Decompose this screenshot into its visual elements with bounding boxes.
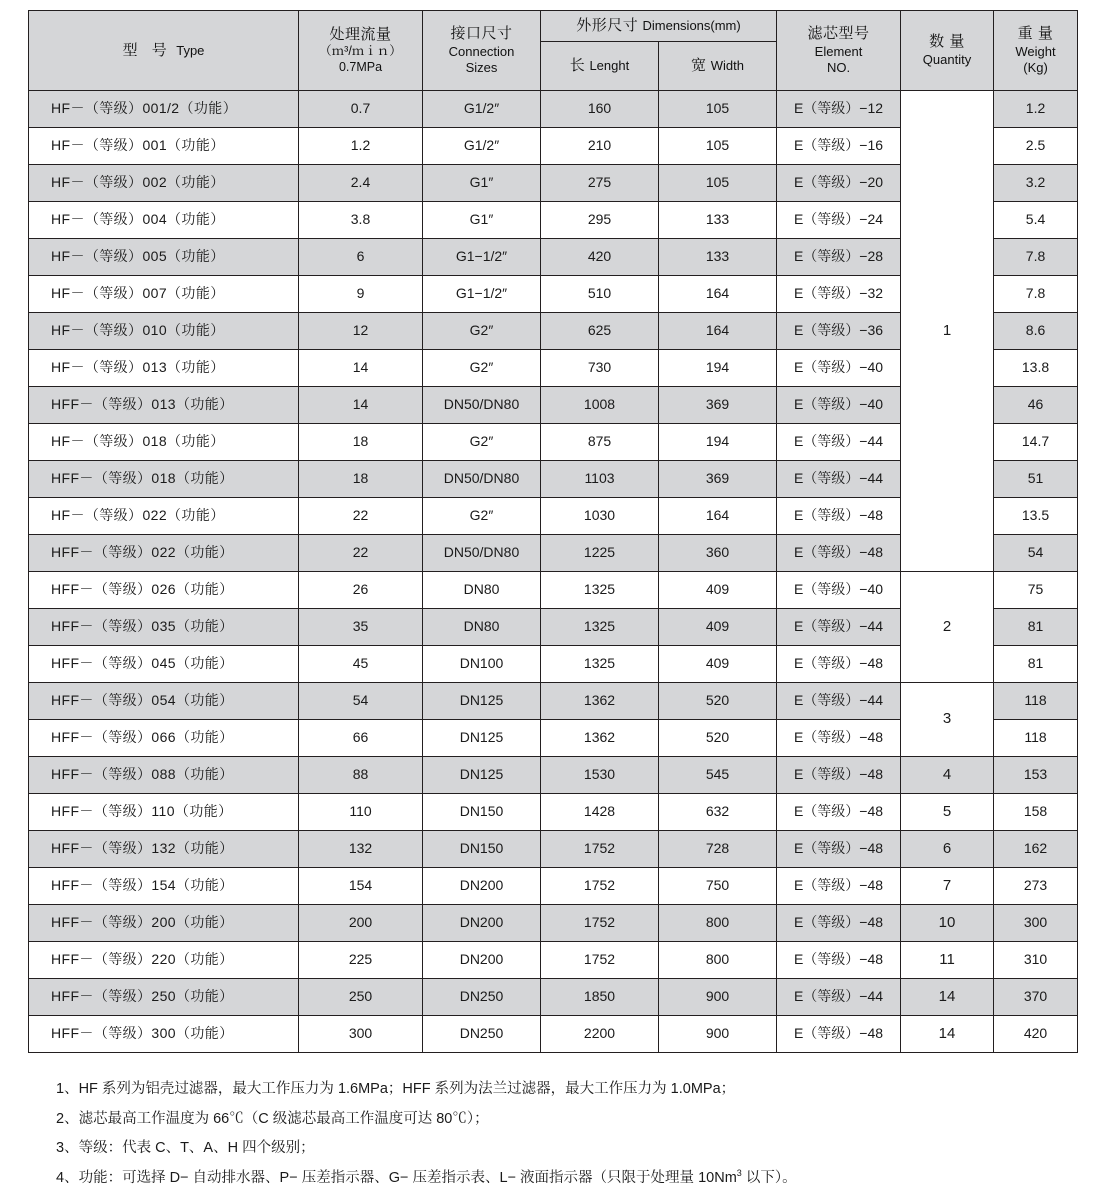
cell-element: E（等级）−16 [777, 128, 901, 165]
cell-connection: G2″ [423, 498, 541, 535]
table-row [29, 942, 1078, 979]
header-element [777, 11, 901, 91]
header-type-en: Type [176, 42, 205, 58]
cell-element: E（等级）−48 [777, 868, 901, 905]
cell-length: 1030 [541, 498, 659, 535]
cell-width: 194 [659, 350, 777, 387]
cell-connection: DN50/DN80 [423, 461, 541, 498]
cell-connection: DN150 [423, 794, 541, 831]
table-row [29, 979, 1078, 1016]
cell-flow: 22 [299, 498, 423, 535]
cell-quantity: 6 [901, 831, 994, 868]
cell-flow: 35 [299, 609, 423, 646]
cell-weight: 420 [994, 1016, 1078, 1053]
cell-flow: 2.4 [299, 165, 423, 202]
header-element-en1: Element [814, 43, 863, 59]
cell-connection: DN250 [423, 979, 541, 1016]
cell-type: HFF－（等级）200（功能） [29, 905, 299, 942]
cell-flow: 225 [299, 942, 423, 979]
cell-length: 875 [541, 424, 659, 461]
cell-width: 133 [659, 202, 777, 239]
cell-type: HF－（等级）022（功能） [29, 498, 299, 535]
cell-flow: 0.7 [299, 91, 423, 128]
cell-quantity: 14 [901, 979, 994, 1016]
cell-length: 160 [541, 91, 659, 128]
header-flow-unit: （ｍ³/ｍｉｎ） [319, 44, 402, 59]
cell-flow: 9 [299, 276, 423, 313]
cell-element: E（等级）−48 [777, 794, 901, 831]
cell-weight: 7.8 [994, 239, 1078, 276]
cell-weight: 300 [994, 905, 1078, 942]
cell-width: 164 [659, 313, 777, 350]
cell-type: HFF－（等级）045（功能） [29, 646, 299, 683]
footnote-3: 3、等级：代表 C、T、A、H 四个级别； [56, 1140, 315, 1157]
cell-type: HF－（等级）002（功能） [29, 165, 299, 202]
table-row [29, 831, 1078, 868]
cell-width: 520 [659, 683, 777, 720]
cell-weight: 158 [994, 794, 1078, 831]
cell-width: 105 [659, 128, 777, 165]
cell-flow: 200 [299, 905, 423, 942]
cell-length: 210 [541, 128, 659, 165]
cell-length: 1752 [541, 905, 659, 942]
cell-width: 164 [659, 498, 777, 535]
cell-element: E（等级）−48 [777, 831, 901, 868]
header-connection-cn: 接口尺寸 [450, 24, 513, 42]
header-dimensions-cn: 外形尺寸 [576, 16, 639, 34]
cell-connection: G1−1/2″ [423, 276, 541, 313]
cell-flow: 26 [299, 572, 423, 609]
cell-length: 1752 [541, 942, 659, 979]
cell-weight: 13.5 [994, 498, 1078, 535]
cell-connection: G2″ [423, 313, 541, 350]
header-connection-en2: Sizes [465, 59, 498, 75]
footnote-4-part2: 以下）。 [741, 1170, 797, 1187]
cell-width: 900 [659, 1016, 777, 1053]
cell-length: 510 [541, 276, 659, 313]
cell-flow: 18 [299, 461, 423, 498]
cell-width: 194 [659, 424, 777, 461]
cell-flow: 3.8 [299, 202, 423, 239]
cell-element: E（等级）−12 [777, 91, 901, 128]
cell-weight: 81 [994, 609, 1078, 646]
table-header [29, 11, 1078, 91]
header-element-cn: 滤芯型号 [807, 24, 870, 42]
header-weight-en: Weight [1015, 43, 1056, 59]
cell-type: HFF－（等级）026（功能） [29, 572, 299, 609]
header-dimensions-en: Dimensions(mm) [642, 17, 741, 33]
cell-connection: G1/2″ [423, 91, 541, 128]
cell-weight: 8.6 [994, 313, 1078, 350]
cell-quantity: 1 [901, 91, 994, 572]
cell-quantity: 4 [901, 757, 994, 794]
cell-weight: 46 [994, 387, 1078, 424]
header-quantity [901, 11, 994, 91]
cell-element: E（等级）−44 [777, 609, 901, 646]
cell-type: HFF－（等级）035（功能） [29, 609, 299, 646]
table-row [29, 1016, 1078, 1053]
cell-width: 632 [659, 794, 777, 831]
cell-element: E（等级）−32 [777, 276, 901, 313]
cell-connection: DN125 [423, 720, 541, 757]
cell-width: 409 [659, 609, 777, 646]
header-width-en: Width [710, 57, 744, 73]
cell-connection: DN80 [423, 609, 541, 646]
cell-connection: DN150 [423, 831, 541, 868]
cell-weight: 5.4 [994, 202, 1078, 239]
cell-weight: 14.7 [994, 424, 1078, 461]
cell-length: 1850 [541, 979, 659, 1016]
cell-length: 1325 [541, 572, 659, 609]
cell-connection: DN125 [423, 683, 541, 720]
cell-length: 1362 [541, 720, 659, 757]
cell-connection: DN100 [423, 646, 541, 683]
header-type-cn: 型 号 [122, 41, 172, 59]
cell-flow: 54 [299, 683, 423, 720]
cell-element: E（等级）−40 [777, 350, 901, 387]
cell-flow: 110 [299, 794, 423, 831]
table-row [29, 905, 1078, 942]
cell-connection: G2″ [423, 424, 541, 461]
cell-quantity: 11 [901, 942, 994, 979]
cell-type: HF－（等级）001/2（功能） [29, 91, 299, 128]
header-connection-en1: Connection [448, 43, 515, 59]
cell-type: HFF－（等级）013（功能） [29, 387, 299, 424]
cell-type: HFF－（等级）220（功能） [29, 942, 299, 979]
cell-connection: G1″ [423, 165, 541, 202]
cell-width: 369 [659, 387, 777, 424]
header-flow [299, 11, 423, 91]
cell-weight: 370 [994, 979, 1078, 1016]
cell-weight: 54 [994, 535, 1078, 572]
cell-type: HFF－（等级）300（功能） [29, 1016, 299, 1053]
cell-connection: G1/2″ [423, 128, 541, 165]
cell-type: HFF－（等级）088（功能） [29, 757, 299, 794]
cell-connection: DN200 [423, 942, 541, 979]
cell-weight: 1.2 [994, 91, 1078, 128]
cell-length: 1103 [541, 461, 659, 498]
cell-weight: 118 [994, 683, 1078, 720]
cell-connection: G2″ [423, 350, 541, 387]
header-weight-cn: 重 量 [1017, 24, 1054, 42]
cell-quantity: 2 [901, 572, 994, 683]
cell-flow: 300 [299, 1016, 423, 1053]
cell-width: 800 [659, 905, 777, 942]
cell-element: E（等级）−48 [777, 498, 901, 535]
table-row [29, 868, 1078, 905]
cell-element: E（等级）−44 [777, 424, 901, 461]
header-width [659, 42, 777, 91]
cell-flow: 6 [299, 239, 423, 276]
cell-type: HF－（等级）013（功能） [29, 350, 299, 387]
cell-connection: DN50/DN80 [423, 387, 541, 424]
header-length-en: Lenght [589, 57, 630, 73]
cell-weight: 75 [994, 572, 1078, 609]
header-flow-pressure: 0.7MPa [338, 59, 383, 74]
cell-type: HF－（等级）005（功能） [29, 239, 299, 276]
cell-type: HF－（等级）007（功能） [29, 276, 299, 313]
table-row [29, 757, 1078, 794]
cell-weight: 153 [994, 757, 1078, 794]
footnote-4-superscript: 3 [736, 1168, 742, 1179]
header-quantity-cn: 数 量 [929, 33, 965, 50]
cell-flow: 88 [299, 757, 423, 794]
cell-length: 2200 [541, 1016, 659, 1053]
footnote-2: 2、滤芯最高工作温度为 66℃（C 级滤芯最高工作温度可达 80℃）； [56, 1110, 489, 1127]
cell-flow: 1.2 [299, 128, 423, 165]
header-element-en2: NO. [826, 59, 851, 75]
cell-element: E（等级）−44 [777, 683, 901, 720]
cell-width: 360 [659, 535, 777, 572]
table-row [29, 794, 1078, 831]
cell-element: E（等级）−44 [777, 461, 901, 498]
cell-length: 275 [541, 165, 659, 202]
cell-connection: G1−1/2″ [423, 239, 541, 276]
cell-type: HFF－（等级）110（功能） [29, 794, 299, 831]
cell-length: 295 [541, 202, 659, 239]
cell-length: 1428 [541, 794, 659, 831]
cell-connection: G1″ [423, 202, 541, 239]
cell-length: 420 [541, 239, 659, 276]
cell-flow: 18 [299, 424, 423, 461]
header-dimensions [541, 11, 777, 42]
footnote-4-part1: 4、功能：可选择 D− 自动排水器、P− 压差指示器、G− 压差指示表、L− 液面指示器（只限于处理量 10Nm [56, 1170, 737, 1187]
cell-width: 409 [659, 572, 777, 609]
cell-type: HFF－（等级）066（功能） [29, 720, 299, 757]
cell-length: 1362 [541, 683, 659, 720]
cell-length: 1752 [541, 831, 659, 868]
cell-width: 728 [659, 831, 777, 868]
header-flow-cn: 处理流量 [329, 25, 392, 43]
cell-quantity: 3 [901, 683, 994, 757]
cell-connection: DN200 [423, 905, 541, 942]
footnotes [28, 1075, 1077, 1194]
table-row [29, 572, 1078, 609]
header-weight-unit: (Kg) [1023, 59, 1048, 75]
cell-weight: 51 [994, 461, 1078, 498]
header-quantity-en: Quantity [922, 51, 972, 67]
cell-element: E（等级）−40 [777, 387, 901, 424]
cell-element: E（等级）−48 [777, 535, 901, 572]
cell-quantity: 10 [901, 905, 994, 942]
cell-element: E（等级）−40 [777, 572, 901, 609]
footnote-1: 1、HF 系列为铝壳过滤器，最大工作压力为 1.6MPa；HFF 系列为法兰过滤器，最大工作压力为 1.0MPa； [56, 1081, 736, 1097]
cell-flow: 22 [299, 535, 423, 572]
cell-quantity: 7 [901, 868, 994, 905]
cell-length: 625 [541, 313, 659, 350]
cell-width: 164 [659, 276, 777, 313]
cell-weight: 3.2 [994, 165, 1078, 202]
cell-type: HF－（等级）001（功能） [29, 128, 299, 165]
cell-length: 1752 [541, 868, 659, 905]
cell-weight: 273 [994, 868, 1078, 905]
header-length [541, 42, 659, 91]
cell-weight: 162 [994, 831, 1078, 868]
header-length-cn: 长 [569, 56, 586, 74]
cell-element: E（等级）−36 [777, 313, 901, 350]
cell-connection: DN125 [423, 757, 541, 794]
cell-length: 1225 [541, 535, 659, 572]
cell-width: 750 [659, 868, 777, 905]
cell-flow: 132 [299, 831, 423, 868]
header-type [29, 11, 299, 91]
cell-width: 900 [659, 979, 777, 1016]
cell-element: E（等级）−24 [777, 202, 901, 239]
header-connection [423, 11, 541, 91]
cell-flow: 14 [299, 387, 423, 424]
cell-length: 1530 [541, 757, 659, 794]
cell-element: E（等级）−48 [777, 942, 901, 979]
cell-weight: 310 [994, 942, 1078, 979]
cell-connection: DN50/DN80 [423, 535, 541, 572]
cell-flow: 12 [299, 313, 423, 350]
cell-connection: DN200 [423, 868, 541, 905]
cell-weight: 7.8 [994, 276, 1078, 313]
cell-connection: DN80 [423, 572, 541, 609]
cell-flow: 66 [299, 720, 423, 757]
cell-width: 105 [659, 165, 777, 202]
filter-spec-table [28, 10, 1078, 1053]
cell-width: 409 [659, 646, 777, 683]
cell-type: HFF－（等级）054（功能） [29, 683, 299, 720]
cell-type: HF－（等级）010（功能） [29, 313, 299, 350]
cell-length: 730 [541, 350, 659, 387]
table-row [29, 91, 1078, 128]
cell-weight: 81 [994, 646, 1078, 683]
cell-type: HFF－（等级）132（功能） [29, 831, 299, 868]
cell-width: 369 [659, 461, 777, 498]
cell-flow: 250 [299, 979, 423, 1016]
footnote-4 [56, 1164, 1077, 1194]
header-weight [994, 11, 1078, 91]
cell-type: HFF－（等级）018（功能） [29, 461, 299, 498]
cell-flow: 154 [299, 868, 423, 905]
cell-element: E（等级）−48 [777, 757, 901, 794]
cell-connection: DN250 [423, 1016, 541, 1053]
cell-element: E（等级）−20 [777, 165, 901, 202]
cell-length: 1008 [541, 387, 659, 424]
cell-quantity: 14 [901, 1016, 994, 1053]
cell-type: HFF－（等级）250（功能） [29, 979, 299, 1016]
table-row [29, 683, 1078, 720]
cell-weight: 118 [994, 720, 1078, 757]
header-width-cn: 宽 [691, 56, 707, 74]
cell-weight: 2.5 [994, 128, 1078, 165]
cell-type: HFF－（等级）022（功能） [29, 535, 299, 572]
cell-element: E（等级）−48 [777, 646, 901, 683]
cell-length: 1325 [541, 609, 659, 646]
cell-element: E（等级）−48 [777, 1016, 901, 1053]
cell-width: 545 [659, 757, 777, 794]
cell-width: 133 [659, 239, 777, 276]
cell-type: HF－（等级）004（功能） [29, 202, 299, 239]
cell-quantity: 5 [901, 794, 994, 831]
cell-type: HF－（等级）018（功能） [29, 424, 299, 461]
table-body [29, 91, 1078, 1053]
cell-flow: 45 [299, 646, 423, 683]
cell-element: E（等级）−48 [777, 720, 901, 757]
cell-width: 800 [659, 942, 777, 979]
cell-element: E（等级）−48 [777, 905, 901, 942]
cell-weight: 13.8 [994, 350, 1078, 387]
cell-length: 1325 [541, 646, 659, 683]
cell-width: 105 [659, 91, 777, 128]
cell-element: E（等级）−44 [777, 979, 901, 1016]
cell-type: HFF－（等级）154（功能） [29, 868, 299, 905]
cell-element: E（等级）−28 [777, 239, 901, 276]
cell-flow: 14 [299, 350, 423, 387]
cell-width: 520 [659, 720, 777, 757]
